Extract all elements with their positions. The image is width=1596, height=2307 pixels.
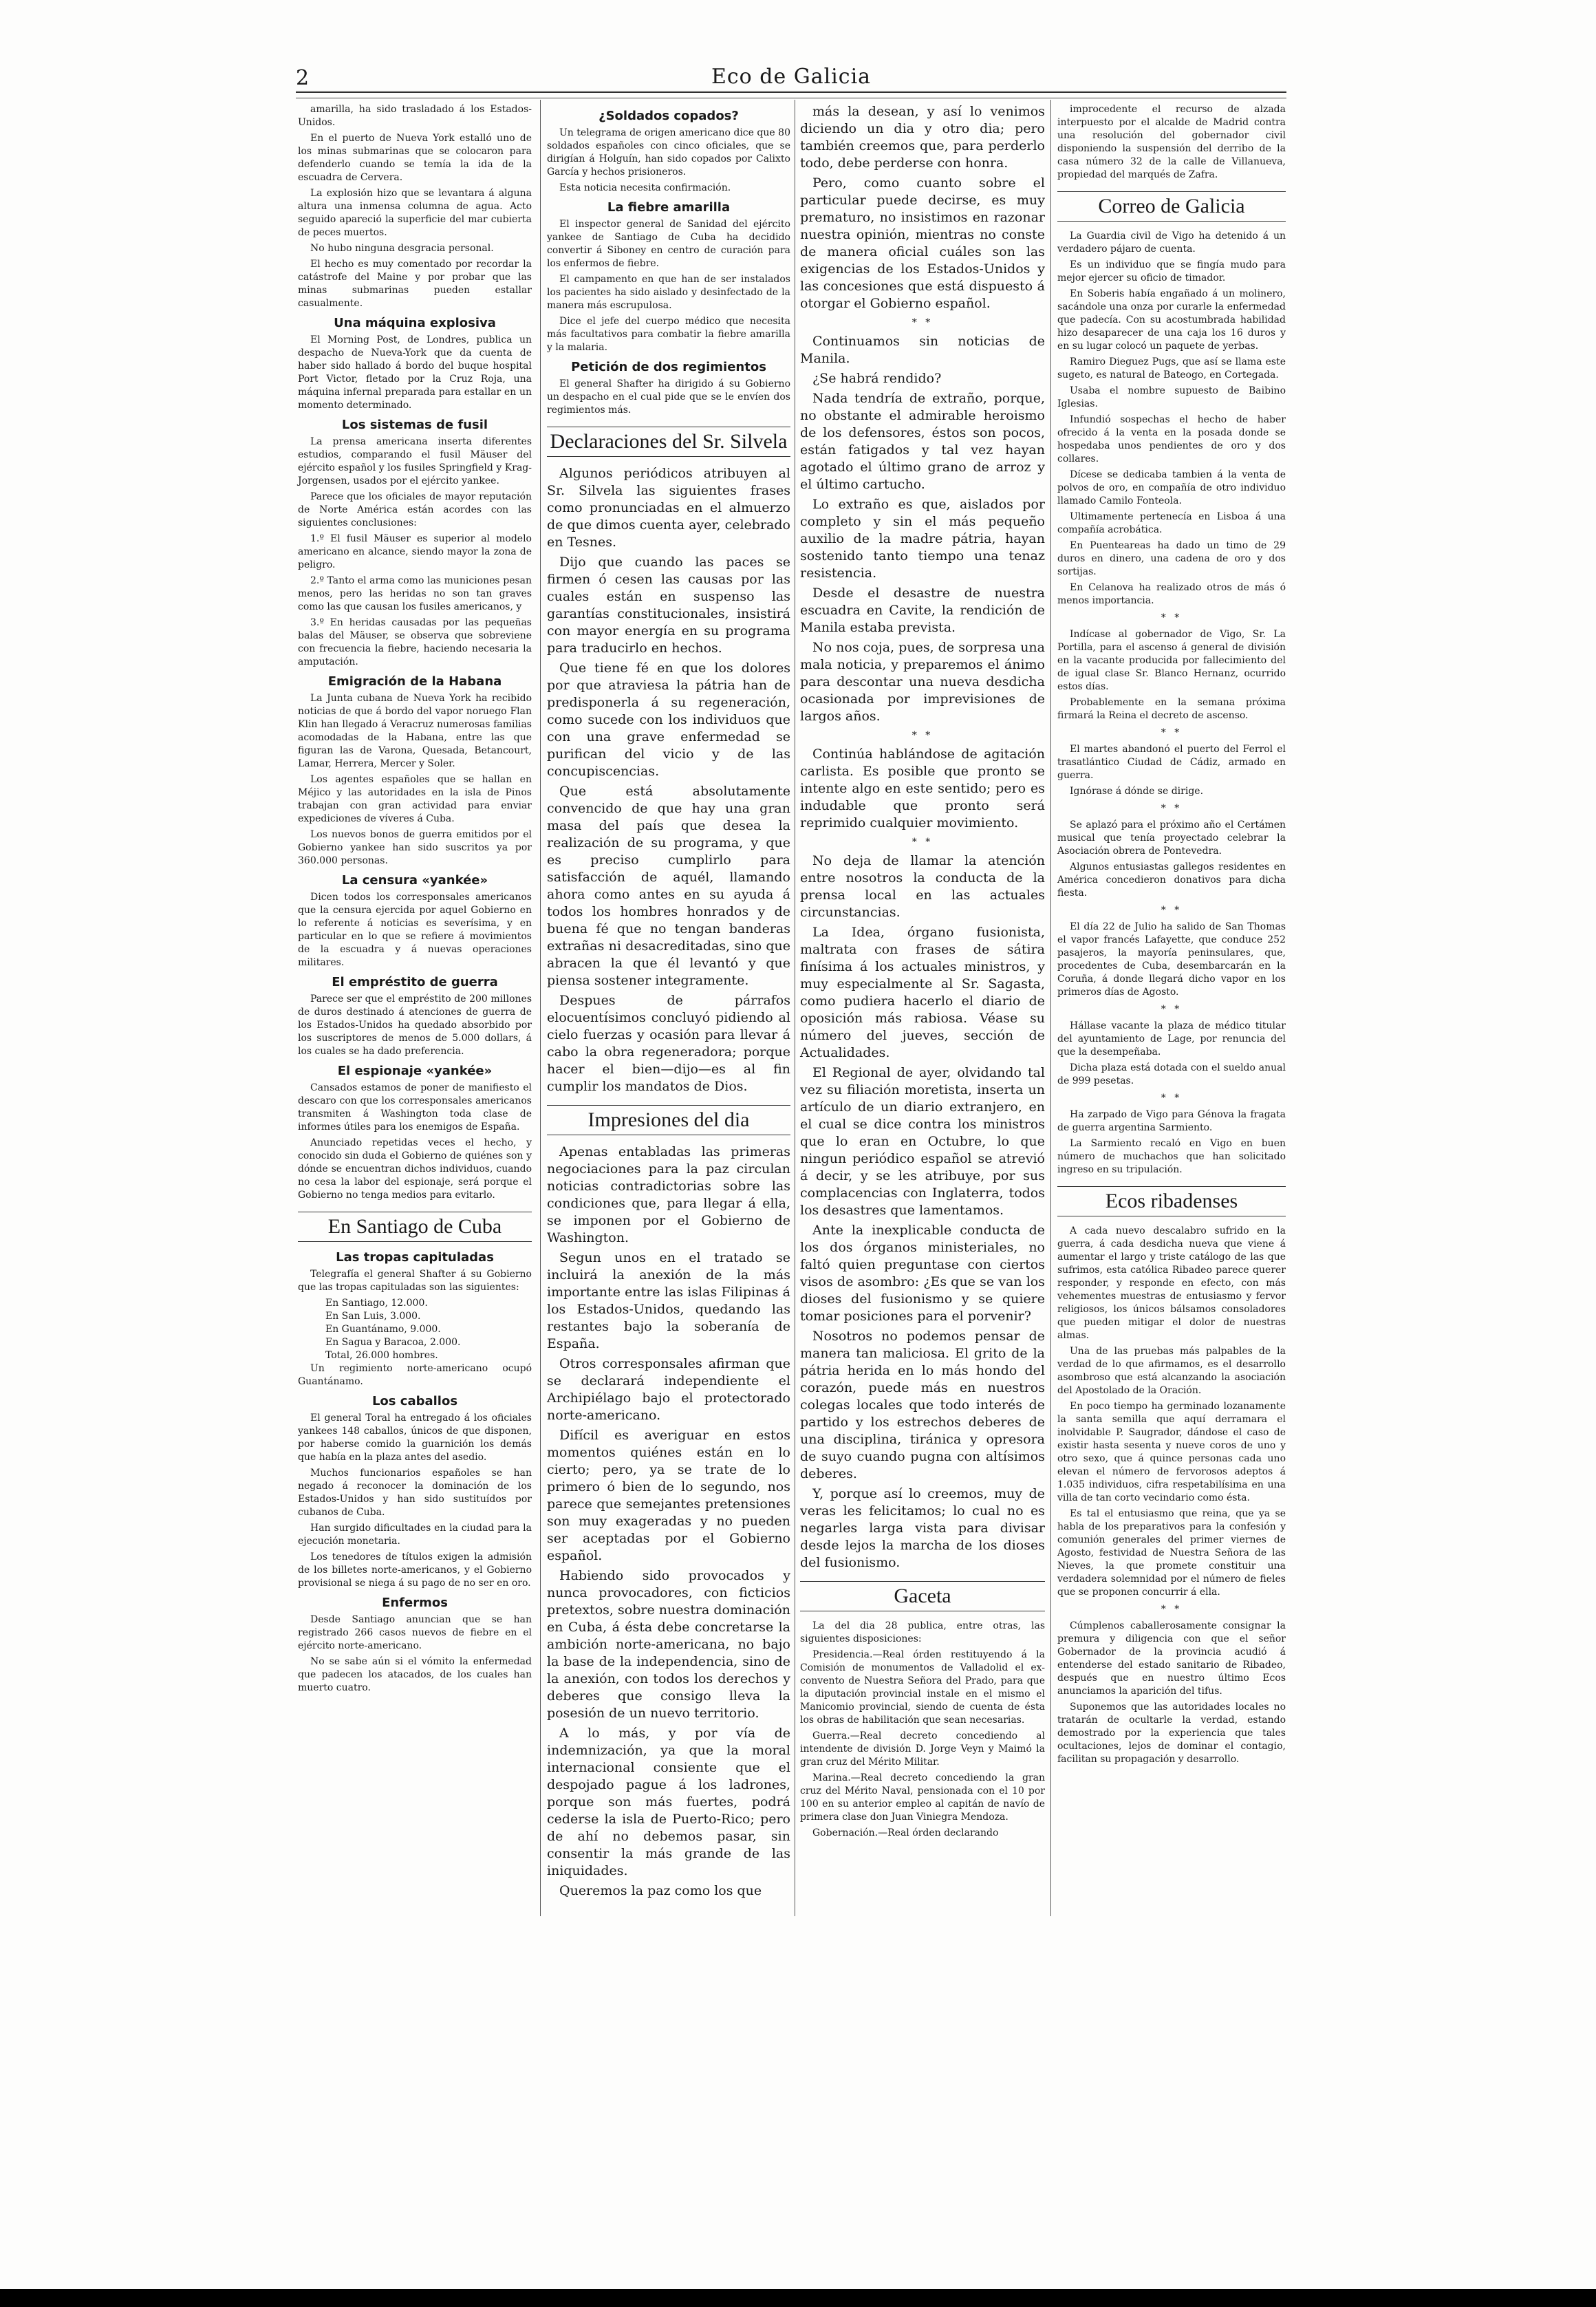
paragraph: La Guardia civil de Vigo ha detenido á un verdadero pájaro de cuenta. xyxy=(1057,230,1286,255)
paragraph: Despues de párrafos elocuentísimos concluyó pidiendo al cielo fuerzas y ocasión para llevar á cabo la obra regeneradora; porque hacer el bien—dijo—es al fin cumplir los mandatos de Dios. xyxy=(547,993,790,1094)
masthead xyxy=(296,62,1286,96)
column-4 xyxy=(1057,103,1286,1769)
paragraph: Nada tendría de extraño, porque, no obstante el admirable heroismo de los defensores, éstos son pocos, están fatigados y tal vez hayan agotado el último grano de arroz y el último cartucho. xyxy=(800,391,1045,492)
subheading: La fiebre amarilla xyxy=(607,200,731,215)
paragraph: A lo más, y por vía de indemnización, ya que la moral internacional consiente que el despojado pague á los ladrones, porque son más fuertes, podrá cederse la isla de Puerto-Rico; pero de ahí no debemos pasar, sin consentir la más grande de las iniquidades. xyxy=(547,1726,790,1878)
paragraph: Ignórase á dónde se dirige. xyxy=(1070,786,1204,797)
paragraph: Presidencia.—Real órden restituyendo á la Comisión de monumentos de Valladolid el ex-convento de Nuestra Señora del Prado, para que la diputación provincial instale en el mismo el Manicomio provincial, siendo de cuenta de ésta los obras de habilitación que sean necesarias. xyxy=(800,1649,1045,1726)
paragraph: Anunciado repetidas veces el hecho, y conocido sin duda el Gobierno de quiénes son y dónde se encuentran dichos individuos, cuando no cesa la labor del espionaje, será porque el Gobierno no tenga medios para evitarlo. xyxy=(298,1137,532,1201)
paragraph: improcedente el recurso de alzada interpuesto por el alcalde de Madrid contra una resolución del gobernador civil disponiendo la suspensión del derribo de la casa número 32 de la calle de Villanueva, propiedad del marqués de Zafra. xyxy=(1057,104,1286,180)
separator-asterisks: * * xyxy=(1161,1093,1183,1104)
subheading: Los caballos xyxy=(371,1394,458,1408)
paragraph: Dicha plaza está dotada con el sueldo anual de 999 pesetas. xyxy=(1057,1062,1286,1086)
paragraph: Un telegrama de origen americano dice que 80 soldados españoles con cinco oficiales, que se dirigían á Holguín, han sido copados por Calixto García y hechos prisioneros. xyxy=(547,127,790,178)
separator-asterisks: * * xyxy=(1161,612,1183,623)
paragraph: No deja de llamar la atención entre nosotros la conducta de la prensa local en las actuales circunstancias. xyxy=(800,853,1045,920)
separator-asterisks: * * xyxy=(912,730,934,741)
paragraph: Un regimiento norte-americano ocupó Guantánamo. xyxy=(298,1363,532,1387)
paragraph: La explosión hizo que se levantara á alguna altura una inmensa columna de agua. Acto seguido apareció la superficie del mar cubierta de peces muertos. xyxy=(298,188,532,238)
section-heading: Correo de Galicia xyxy=(1057,191,1286,222)
paragraph: Ha zarpado de Vigo para Génova la fragata de guerra argentina Sarmiento. xyxy=(1057,1109,1286,1133)
paragraph: Esta noticia necesita confirmación. xyxy=(559,182,731,193)
paragraph: Suponemos que las autoridades locales no tratarán de ocultarle la verdad, estando demostrado por la experiencia que tales ocultaciones, lejos de dominar el contagio, facilitan su propagación y desarrollo. xyxy=(1057,1702,1286,1765)
paragraph: Difícil es averiguar en estos momentos quiénes están en lo cierto; pero, ya se trate de lo primero ó bien de lo segundo, nos parece que semejantes pretensiones son muy exageradas y no pueden ser aceptadas por el Gobierno español. xyxy=(547,1428,790,1563)
paragraph: Probablemente en la semana próxima firmará la Reina el decreto de ascenso. xyxy=(1057,697,1286,721)
paragraph: El Regional de ayer, olvidando tal vez su filiación moretista, inserta un artículo de un diario extranjero, en el cual se dice contra los ministros que lo eran en Octubre, lo que ningun periódico español se atrevió á decir, y se les atribuye, por sus complacencias con Inglaterra, todos los desastres que lamentamos. xyxy=(800,1065,1045,1218)
paragraph: Desde Santiago anuncian que se han registrado 266 casos nuevos de fiebre en el ejército norte-americano. xyxy=(298,1614,532,1651)
paragraph: El campamento en que han de ser instalados los pacientes ha sido aislado y desinfectado de la manera más escrupulosa. xyxy=(547,274,790,311)
paragraph: La Junta cubana de Nueva York ha recibido noticias de que á bordo del vapor noruego Flan Klin han llegado á Veracruz numerosas familias acomodadas de la Habana, entre las que figuran las de Varona, Quesada, Betancourt, Lamar, Herrera, Mercer y Soler. xyxy=(298,693,532,769)
paragraph: 2.º Tanto el arma como las municiones pesan menos, pero las heridas no son tan graves como las que causan los fusiles americanos, y xyxy=(298,575,532,612)
paragraph: La Idea, órgano fusionista, maltrata con frases de sátira finísima á los actuales ministros, y muy especialmente al Sr. Sagasta, como pudiera hacerlo el diario de oposición más rabiosa. Véase su número del jueves, sección de Actualidades. xyxy=(800,925,1045,1060)
paragraph: A cada nuevo descalabro sufrido en la guerra, á cada desdicha nueva que viene á aumentar el largo y triste catálogo de las que sufrimos, esta católica Ribadeo parece querer responder, y responde en efecto, con más vehementes muestras de entusiasmo y fervor religiosos, los únicos bálsamos consoladores que pueden mitigar el dolor de nuestras almas. xyxy=(1057,1225,1286,1341)
section-heading: Ecos ribadenses xyxy=(1057,1186,1286,1216)
list-item: En San Luis, 3.000. xyxy=(325,1311,421,1322)
list-item: En Santiago, 12.000. xyxy=(325,1298,428,1309)
paragraph: Los agentes españoles que se hallan en Méjico y las autoridades en la isla de Pinos trabajan con gran actividad para enviar expediciones de víveres á Cuba. xyxy=(298,774,532,824)
paragraph: 3.º En heridas causadas por las pequeñas balas del Mäuser, se observa que sobreviene con frecuencia la fiebre, haciendo necesaria la amputación. xyxy=(298,617,532,667)
paragraph: Lo extraño es que, aislados por completo y sin el más pequeño auxilio de la madre pátria, hayan sostenido tanto tiempo una tenaz resistencia. xyxy=(800,497,1045,581)
paragraph: Guerra.—Real decreto concediendo al intendente de división D. Jorge Veyn y Maimó la gran cruz del Mérito Militar. xyxy=(800,1730,1045,1768)
paragraph: Es un individuo que se fingía mudo para mejor ejercer su oficio de timador. xyxy=(1057,259,1286,283)
paragraph: Indícase al gobernador de Vigo, Sr. La Portilla, para el ascenso á general de división en la vacante producida por fallecimiento del de igual clase Sr. Blanco Hernanz, ocurrido estos días. xyxy=(1057,629,1286,692)
separator-asterisks: * * xyxy=(1161,803,1183,814)
paragraph: Parece ser que el empréstito de 200 millones de duros destinado á atenciones de guerra de los Estados-Unidos ha quedado absorbido por los suscriptores de menos de 5.000 dollars, á los cuales se ha dado preferencia. xyxy=(298,994,532,1057)
page-number: 2 xyxy=(296,66,310,90)
paragraph: Habiendo sido provocados y nunca provocadores, con ficticios pretextos, sobre nuestra dominación en Cuba, á ésta debe concretarse la ambición norte-americana, no bajo la base de la independencia, sino de la anexión, con todos los derechos y deberes que consigo lleva la posesión de un nuevo territorio. xyxy=(547,1568,790,1721)
section-heading: Gaceta xyxy=(800,1581,1045,1611)
paragraph: El hecho es muy comentado por recordar la catástrofe del Maine y por probar que las minas submarinas pueden estallar casualmente. xyxy=(298,259,532,309)
paragraph: Es tal el entusiasmo que reina, que ya se habla de los preparativos para la confesión y comunión generales del primer viernes de Agosto, festividad de Nuestra Señora de las Nieves, la que promete constituir una verdadera solemnidad por el número de fieles que se proponen concurrir á ella. xyxy=(1057,1508,1286,1598)
paragraph: En Puenteareas ha dado un timo de 29 duros en dinero, una cadena de oro y dos sortijas. xyxy=(1057,540,1286,577)
paragraph: No nos coja, pues, de sorpresa una mala noticia, y preparemos el ánimo para descontar una nueva desdicha ocasionada por imprevisiones de largos años. xyxy=(800,640,1045,724)
paragraph: Nosotros no podemos pensar de manera tan maliciosa. El grito de la pátria herida en lo más hondo del corazón, puede más en nuestros colegas locales que todo interés de partido y los estrechos deberes de una disciplina, tiránica y opresora de suyo cuando pugna con altísimos deberes. xyxy=(800,1329,1045,1481)
paragraph: No se sabe aún si el vómito la enfermedad que padecen los atacados, de los cuales han muerto cuatro. xyxy=(298,1656,532,1693)
paragraph: amarilla, ha sido trasladado á los Estados-Unidos. xyxy=(298,104,532,128)
separator-asterisks: * * xyxy=(1161,905,1183,916)
paragraph: Gobernación.—Real órden declarando xyxy=(812,1827,999,1838)
paragraph: Algunos entusiastas gallegos residentes en América concedieron donativos para dicha fiesta. xyxy=(1057,861,1286,899)
separator-asterisks: * * xyxy=(912,317,934,328)
section-heading: En Santiago de Cuba xyxy=(298,1212,532,1242)
subheading: La censura «yankée» xyxy=(341,873,488,888)
paragraph: Segun unos en el tratado se incluirá la anexión de la más importante entre las islas Filipinas á los Estados-Unidos, quedando las restantes bajo la soberanía de España. xyxy=(547,1250,790,1351)
paragraph: Y, porque así lo creemos, muy de veras les felicitamos; lo cual no es negarles larga vista para divisar desde lejos la marcha de los dioses del fusionismo. xyxy=(800,1486,1045,1570)
paragraph: Apenas entabladas las primeras negociaciones para la paz circulan noticias contradictorias sobre las condiciones que, para llegar á ella, se imponen por el Gobierno de Washington. xyxy=(547,1144,790,1245)
paragraph: Dícese se dedicaba tambien á la venta de polvos de oro, en compañía de otro individuo llamado Camilo Fonteola. xyxy=(1057,469,1286,506)
subheading: El espionaje «yankée» xyxy=(337,1064,493,1078)
paragraph: Dice el jefe del cuerpo médico que necesita más facultativos para combatir la fiebre amarilla y la malaria. xyxy=(547,316,790,353)
paragraph: El general Toral ha entregado á los oficiales yankees 148 caballos, únicos de que disponen, por haberse comido la guarnición los demás que había en la plaza antes del asedio. xyxy=(298,1413,532,1463)
column-2 xyxy=(547,103,790,1902)
paragraph: Han surgido dificultades en la ciudad para la ejecución monetaria. xyxy=(298,1523,532,1547)
paragraph: ¿Se habrá rendido? xyxy=(812,371,942,386)
scan-edge-band xyxy=(0,2289,1596,2307)
paragraph: Usaba el nombre supuesto de Baibino Iglesias. xyxy=(1057,385,1286,409)
paragraph: La del dia 28 publica, entre otras, las siguientes disposiciones: xyxy=(800,1620,1045,1644)
paragraph: Se aplazó para el próximo año el Certámen musical que tenía proyectado celebrar la Asociación obrera de Pontevedra. xyxy=(1057,819,1286,857)
paragraph: Parece que los oficiales de mayor reputación de Norte América están acordes con las siguientes conclusiones: xyxy=(298,491,532,528)
paragraph: Telegrafía el general Shafter á su Gobierno que las tropas capituladas son las siguientes: xyxy=(298,1269,532,1293)
paragraph: Algunos periódicos atribuyen al Sr. Silvela las siguientes frases como pronunciadas en el almuerzo de que dimos cuenta ayer, celebrado en Tesnes. xyxy=(547,466,790,550)
paragraph: Ramiro Dieguez Pugs, que así se llama este sugeto, es natural de Bateogo, en Cortegada. xyxy=(1057,356,1286,380)
paragraph: Los tenedores de títulos exigen la admisión de los billetes norte-americanos, y el Gobierno provisional se niega á su pago de no ser en oro. xyxy=(298,1552,532,1589)
column-3 xyxy=(800,103,1045,1843)
column-divider xyxy=(1050,100,1051,1916)
separator-asterisks: * * xyxy=(912,837,934,848)
paragraph: Una de las pruebas más palpables de la verdad de lo que afirmamos, es el desarrollo asombroso que está alcanzando la asociación del Apostolado de la Oración. xyxy=(1057,1346,1286,1396)
list-item: En Sagua y Baracoa, 2.000. xyxy=(325,1337,461,1348)
section-heading: Declaraciones del Sr. Silvela xyxy=(547,427,790,457)
masthead-rule xyxy=(296,91,1286,93)
subheading: Los sistemas de fusil xyxy=(341,418,488,432)
paragraph: Los nuevos bonos de guerra emitidos por el Gobierno yankee han sido suscritos ya por 360.000 personas. xyxy=(298,829,532,866)
paragraph: Queremos la paz como los que xyxy=(559,1883,762,1898)
separator-asterisks: * * xyxy=(1161,1004,1183,1015)
separator-asterisks: * * xyxy=(1161,727,1183,738)
paragraph: La Sarmiento recaló en Vigo en buen número de muchachos que han solicitado ingreso en su tripulación. xyxy=(1057,1138,1286,1175)
section-heading: Impresiones del dia xyxy=(547,1105,790,1135)
paragraph: Cansados estamos de poner de manifiesto el descaro con que los corresponsales americanos transmiten á Washington toda clase de informes útiles para los enemigos de España. xyxy=(298,1082,532,1133)
subheading: Emigración de la Habana xyxy=(327,674,502,689)
subheading: Una máquina explosiva xyxy=(334,316,496,330)
subheading: Enfermos xyxy=(382,1596,448,1610)
list-item: Total, 26.000 hombres. xyxy=(325,1350,438,1361)
paragraph: Muchos funcionarios españoles se han negado á reconocer la dominación de los Estados-Unidos y han sido sustituídos por cubanos de Cuba. xyxy=(298,1468,532,1518)
paragraph: Que está absolutamente convencido de que hay una gran masa del país que desea la realización de su programa, y que es preciso cumplirlo para satisfacción de aquél, llamando ahora como antes en su ayuda á todos los hombres honrados y de buena fé que no tengan banderas extrañas ni desacreditadas, sino que abracen la que él levantó y que piensa sostener integramente. xyxy=(547,784,790,988)
paragraph: Ultimamente pertenecía en Lisboa á una compañía acrobática. xyxy=(1057,511,1286,535)
paragraph: En poco tiempo ha germinado lozanamente la santa semilla que aquí derramara el inolvidable P. Saugrador, dándose el caso de existir hasta sesenta y nueve coros de uno y otro sexo, que á quince personas cada uno elevan el número de fervorosos adeptos á 1.035 individuos, cifra respetabilísima en una villa de tan corto vecindario como ésta. xyxy=(1057,1401,1286,1503)
column-1 xyxy=(298,103,532,1697)
paragraph: El martes abandonó el puerto del Ferrol el trasatlántico Ciudad de Cádiz, armado en guerra. xyxy=(1057,744,1286,781)
paragraph: Dicen todos los corresponsales americanos que la censura ejercida por aquel Gobierno en lo referente á noticias es severísima, y en particular en lo que se refiere á movimientos de la escuadra y á nuevas operaciones militares. xyxy=(298,892,532,968)
paragraph: Cúmplenos caballerosamente consignar la premura y diligencia con que el señor Gobernador de la provincia acudió á entenderse del estado sanitario de Ribadeo, después que en nuestro último Ecos anunciamos la aparición del tifus. xyxy=(1057,1620,1286,1697)
paragraph: La prensa americana inserta diferentes estudios, comparando el fusil Mäuser del ejército español y los fusiles Springfield y Krag-Jorgensen, usados por el ejército yankee. xyxy=(298,436,532,486)
paragraph: Dijo que cuando las paces se firmen ó cesen las causas por las cuales están en suspenso las garantías constitucionales, insistirá con mayor energía en su programa para traducirlo en hechos. xyxy=(547,555,790,656)
paragraph: En Celanova ha realizado otros de más ó menos importancia. xyxy=(1057,582,1286,606)
paragraph: Continúa hablándose de agitación carlista. Es posible que pronto se intente algo en este sentido; pero es indudable que pronto será reprimido cualquier movimiento. xyxy=(800,747,1045,830)
separator-asterisks: * * xyxy=(1161,1604,1183,1615)
paragraph: No hubo ninguna desgracia personal. xyxy=(310,243,494,254)
subheading: El empréstito de guerra xyxy=(332,975,498,989)
column-divider xyxy=(540,100,541,1916)
paragraph: Infundió sospechas el hecho de haber ofrecido á la venta en la posada donde se hospedaba unos pendientes de oro y dos collares. xyxy=(1057,414,1286,464)
paragraph: En el puerto de Nueva York estalló uno de los minas submarinas que se colocaron para defenderlo cuando se temía la ida de la escuadra de Cervera. xyxy=(298,133,532,183)
paragraph: El general Shafter ha dirigido á su Gobierno un despacho en el cual pide que se le envíen dos regimientos más. xyxy=(547,378,790,416)
paragraph: Pero, como cuanto sobre el particular puede decirse, es muy prematuro, no insistimos en razonar nuestra opinión, mientras no conste de manera oficial cuáles son las exigencias de los Estados-Unidos y las concesiones que está dispuesto á otorgar el Gobierno español. xyxy=(800,175,1045,311)
paragraph: Continuamos sin noticias de Manila. xyxy=(800,334,1045,366)
paragraph: Hállase vacante la plaza de médico titular del ayuntamiento de Lage, por renuncia del que la desempeñaba. xyxy=(1057,1020,1286,1058)
paragraph: Que tiene fé en que los dolores por que atraviesa la pátria han de predisponerla á su regeneración, como sucede con los individuos que con una grave enfermedad se purifican del vicio y de las concupiscencias. xyxy=(547,661,790,779)
subheading: Petición de dos regimientos xyxy=(571,360,766,374)
paragraph: En Soberis había engañado á un molinero, sacándole una onza por curarle la enfermedad que padecía. Con su acostumbrada habilidad hizo desaparecer de una caja los 16 duros y en su lugar colocó un paquete de yerbas. xyxy=(1057,288,1286,352)
paragraph: El día 22 de Julio ha salido de San Thomas el vapor francés Lafayette, que conduce 252 pasajeros, la mayoría peninsulares, que, procedentes de Cuba, desembarcarán en la Coruña, á donde llegará dicho vapor en los primeros días de Agosto. xyxy=(1057,921,1286,998)
paragraph: más la desean, y así lo venimos diciendo un dia y otro dia; pero también creemos que, para perderlo todo, debe perderse con honra. xyxy=(800,104,1045,171)
paragraph: Desde el desastre de nuestra escuadra en Cavite, la rendición de Manila estaba prevista. xyxy=(800,586,1045,635)
paragraph: Ante la inexplicable conducta de los dos órganos ministeriales, no faltó quien preguntase con ciertos visos de asombro: ¿Es que se van los dioses del fusionismo y se quiere tomar posiciones para el porvenir? xyxy=(800,1223,1045,1324)
newspaper-title: Eco de Galicia xyxy=(711,65,872,89)
paragraph: Otros corresponsales afirman que se declarará independiente el Archipiélago bajo el protectorado norte-americano. xyxy=(547,1356,790,1423)
list-item: En Guantánamo, 9.000. xyxy=(325,1324,441,1335)
paragraph: Marina.—Real decreto concediendo la gran cruz del Mérito Naval, pensionada con el 10 por 100 en su anterior empleo al capitán de navío de primera clase don Juan Viniegra Mendoza. xyxy=(800,1772,1045,1823)
paragraph: El Morning Post, de Londres, publica un despacho de Nueva-York que da cuenta de haber sido hallado á bordo del buque hospital Port Victor, fletado por la Cruz Roja, una máquina infernal preparada para estallar en un momento determinado. xyxy=(298,334,532,411)
paragraph: El inspector general de Sanidad del ejército yankee de Santiago de Cuba ha decidido convertir á Siboney en centro de curación para los enfermos de fiebre. xyxy=(547,219,790,269)
subheading: ¿Soldados copados? xyxy=(598,109,739,123)
paragraph: 1.º El fusil Mäuser es superior al modelo americano en alcance, siendo mayor la zona de peligro. xyxy=(298,533,532,570)
subheading: Las tropas capituladas xyxy=(336,1250,494,1265)
